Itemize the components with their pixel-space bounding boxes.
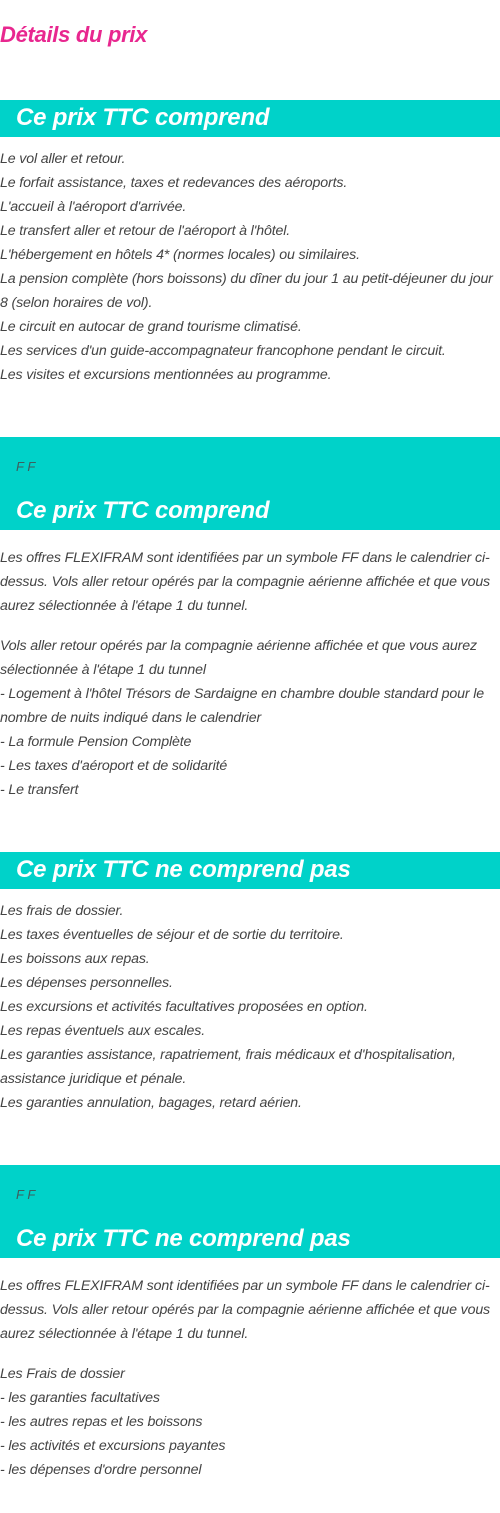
ff-includes-list bbox=[0, 634, 500, 802]
list-item: Les garanties annulation, bagages, retard aérien. bbox=[0, 1095, 302, 1111]
list-item: Les frais de dossier. bbox=[0, 903, 124, 919]
list-item: Vols aller retour opérés par la compagnie aérienne affichée et que vous aurez bbox=[0, 638, 477, 654]
includes-list bbox=[0, 147, 500, 387]
list-item: - Logement à l'hôtel Trésors de Sardaigne en chambre double standard pour le bbox=[0, 686, 484, 702]
ff-excludes-list bbox=[0, 1362, 500, 1482]
paragraph-line: aurez sélectionnée à l'étape 1 du tunnel. bbox=[0, 1326, 249, 1342]
list-item: - Les taxes d'aéroport et de solidarité bbox=[0, 758, 228, 774]
page-title: Détails du prix bbox=[0, 22, 148, 47]
list-item: - les autres repas et les boissons bbox=[0, 1414, 203, 1430]
section-title: Ce prix TTC comprend bbox=[16, 104, 270, 131]
paragraph-line: aurez sélectionnée à l'étape 1 du tunnel. bbox=[0, 598, 249, 614]
list-item: 8 (selon horaires de vol). bbox=[0, 295, 153, 311]
list-item: Les repas éventuels aux escales. bbox=[0, 1023, 205, 1039]
list-item: - les activités et excursions payantes bbox=[0, 1438, 226, 1454]
list-item: Les dépenses personnelles. bbox=[0, 975, 173, 991]
list-item: La pension complète (hors boissons) du dîner du jour 1 au petit-déjeuner du jour bbox=[0, 271, 493, 287]
list-item: - La formule Pension Complète bbox=[0, 734, 192, 750]
section-title: Ce prix TTC comprend bbox=[16, 497, 270, 524]
section-header-ff-includes bbox=[0, 437, 500, 530]
section-title: Ce prix TTC ne comprend pas bbox=[16, 1225, 351, 1252]
list-item: L'accueil à l'aéroport d'arrivée. bbox=[0, 199, 187, 215]
list-item: Les visites et excursions mentionnées au programme. bbox=[0, 367, 332, 383]
list-item: Les taxes éventuelles de séjour et de sortie du territoire. bbox=[0, 927, 344, 943]
list-item: Les excursions et activités facultatives proposées en option. bbox=[0, 999, 368, 1015]
list-item: - les garanties facultatives bbox=[0, 1390, 160, 1406]
section-header-excludes bbox=[0, 852, 500, 889]
list-item: - Le transfert bbox=[0, 782, 79, 798]
list-item: Le circuit en autocar de grand tourisme climatisé. bbox=[0, 319, 302, 335]
paragraph-line: dessus. Vols aller retour opérés par la compagnie aérienne affichée et que vous bbox=[0, 574, 491, 590]
list-item: Les services d'un guide-accompagnateur francophone pendant le circuit. bbox=[0, 343, 446, 359]
paragraph-line: Les offres FLEXIFRAM sont identifiées par un symbole FF dans le calendrier ci- bbox=[0, 550, 490, 566]
ff-intro-paragraph bbox=[0, 1274, 500, 1346]
paragraph-line: dessus. Vols aller retour opérés par la compagnie aérienne affichée et que vous bbox=[0, 1302, 491, 1318]
list-item: Les garanties assistance, rapatriement, frais médicaux et d'hospitalisation, bbox=[0, 1047, 456, 1063]
section-header-includes bbox=[0, 100, 500, 137]
list-item: Les boissons aux repas. bbox=[0, 951, 150, 967]
list-item: Le transfert aller et retour de l'aéroport à l'hôtel. bbox=[0, 223, 291, 239]
section-header-ff-excludes bbox=[0, 1165, 500, 1258]
list-item: sélectionnée à l'étape 1 du tunnel bbox=[0, 662, 206, 678]
ff-tag: F F bbox=[16, 459, 36, 474]
ff-tag: F F bbox=[16, 1187, 36, 1202]
list-item: nombre de nuits indiqué dans le calendrier bbox=[0, 710, 262, 726]
list-item: assistance juridique et pénale. bbox=[0, 1071, 187, 1087]
excludes-list bbox=[0, 899, 500, 1115]
list-item: L'hébergement en hôtels 4* (normes locales) ou similaires. bbox=[0, 247, 360, 263]
section-title: Ce prix TTC ne comprend pas bbox=[16, 856, 351, 883]
list-item: - les dépenses d'ordre personnel bbox=[0, 1462, 202, 1478]
list-item: Le vol aller et retour. bbox=[0, 151, 126, 167]
paragraph-line: Les offres FLEXIFRAM sont identifiées par un symbole FF dans le calendrier ci- bbox=[0, 1278, 490, 1294]
ff-intro-paragraph bbox=[0, 546, 500, 618]
list-item: Les Frais de dossier bbox=[0, 1366, 125, 1382]
list-item: Le forfait assistance, taxes et redevances des aéroports. bbox=[0, 175, 348, 191]
